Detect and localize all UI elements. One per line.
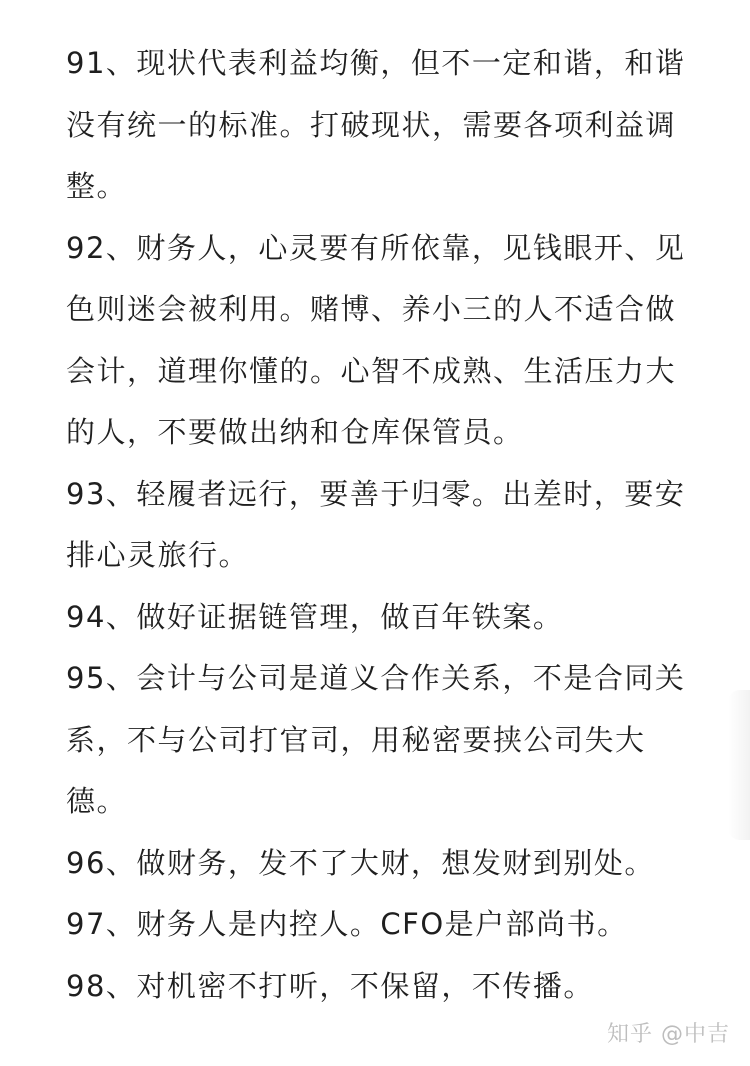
edge-shadow: [728, 690, 750, 840]
paragraph-91: 91、现状代表利益均衡，但不一定和谐，和谐没有统一的标准。打破现状，需要各项利益调整。: [66, 46, 686, 203]
paragraph-98: 98、对机密不打听，不保留，不传播。: [66, 968, 594, 1003]
paragraph-93: 93、轻履者远行，要善于归零。出差时，要安排心灵旅行。: [66, 476, 686, 572]
paragraph-95: 95、会计与公司是道义合作关系，不是合同关系，不与公司打官司，用秘密要挟公司失大德。: [66, 661, 686, 818]
zhihu-watermark: 知乎 @中吉: [607, 1022, 730, 1047]
paragraph-96: 96、做财务，发不了大财，想发财到别处。: [66, 845, 655, 880]
paragraph-92: 92、财务人，心灵要有所依靠，见钱眼开、见色则迷会被利用。赌博、养小三的人不适合做会计，道理你懂的。心智不成熟、生活压力大的人，不要做出纳和仓库保管员。: [66, 230, 686, 449]
paragraph-94: 94、做好证据链管理，做百年铁案。: [66, 599, 564, 634]
paragraph-97: 97、财务人是内控人。CFO是户部尚书。: [66, 907, 628, 941]
